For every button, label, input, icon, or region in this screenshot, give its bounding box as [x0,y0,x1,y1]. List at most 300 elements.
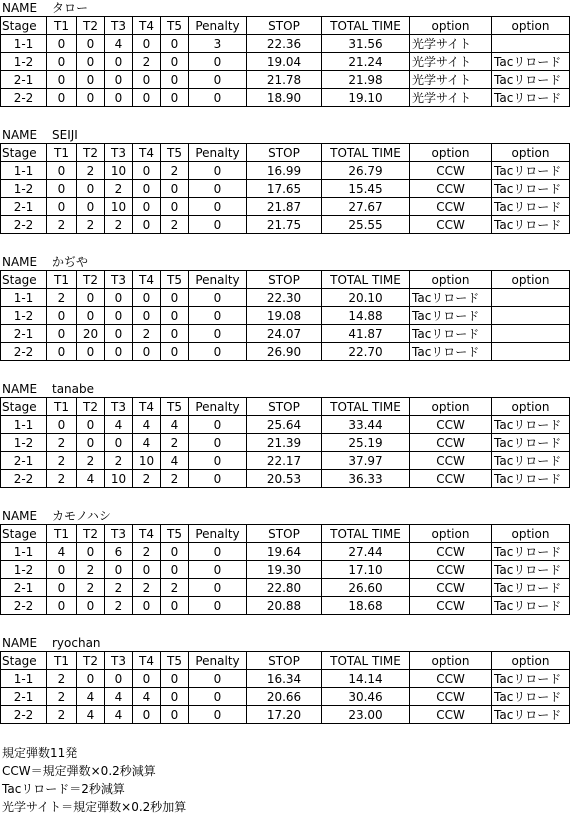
score-table [0,524,570,615]
table-cell [492,307,570,325]
table-cell: CCW [410,198,492,216]
table-cell: 25.64 [247,416,322,434]
table-cell: 2 [161,162,189,180]
table-cell: 0 [161,89,189,107]
table-cell: 19.64 [247,543,322,561]
table-cell: 0 [47,597,77,615]
header-cell: STOP [247,652,322,670]
table-cell: 4 [105,688,133,706]
table-cell: 14.14 [322,670,410,688]
table-row [1,289,570,307]
table-cell [492,343,570,361]
table-cell: 0 [133,198,161,216]
player-block [0,635,573,724]
table-cell: 22.30 [247,289,322,307]
table-cell: Tacリロード [492,216,570,234]
table-cell: 0 [77,597,105,615]
header-cell: Stage [1,271,47,289]
table-cell: 19.08 [247,307,322,325]
table-cell: 1-2 [1,434,47,452]
table-cell: 10 [133,452,161,470]
table-cell: 14.88 [322,307,410,325]
header-cell: T5 [161,17,189,35]
header-cell: T3 [105,144,133,162]
table-cell: CCW [410,670,492,688]
header-cell: T2 [77,271,105,289]
table-cell: 10 [105,162,133,180]
header-row [1,525,570,543]
header-cell: option [410,17,492,35]
table-cell: 21.87 [247,198,322,216]
table-cell: 0 [189,198,247,216]
table-row [1,343,570,361]
table-row [1,434,570,452]
table-cell: 1-2 [1,180,47,198]
table-cell: 0 [47,561,77,579]
table-cell: 0 [77,89,105,107]
table-cell: 光学サイト [410,35,492,53]
table-cell: 2-1 [1,579,47,597]
table-cell: Tacリロード [492,162,570,180]
table-cell: 0 [161,343,189,361]
table-cell: Tacリロード [492,180,570,198]
table-cell: 2 [47,706,77,724]
header-cell: Stage [1,144,47,162]
table-cell: CCW [410,180,492,198]
table-cell: 4 [77,470,105,488]
header-cell: option [492,17,570,35]
header-cell: option [492,144,570,162]
table-cell: 0 [77,416,105,434]
block-gap [0,107,573,127]
table-cell: 2-2 [1,216,47,234]
table-cell: 光学サイト [410,89,492,107]
table-cell: 0 [189,307,247,325]
table-cell: Tacリロード [492,579,570,597]
table-cell: 0 [133,216,161,234]
table-row [1,470,570,488]
table-cell: 36.33 [322,470,410,488]
table-cell: 0 [77,53,105,71]
table-cell: 0 [161,688,189,706]
header-cell: T1 [47,652,77,670]
table-cell: 2 [161,216,189,234]
header-cell: TOTAL TIME [322,525,410,543]
player-name-row [0,0,573,16]
table-row [1,688,570,706]
table-cell: 0 [189,289,247,307]
table-cell: 21.24 [322,53,410,71]
name-label: NAME [2,509,38,523]
name-label: NAME [2,255,38,269]
table-cell: 0 [161,307,189,325]
table-cell: 2 [133,579,161,597]
table-cell: 18.90 [247,89,322,107]
table-cell: 0 [47,180,77,198]
table-cell: 26.79 [322,162,410,180]
table-cell: 21.98 [322,71,410,89]
table-cell: 0 [47,89,77,107]
header-cell: T5 [161,398,189,416]
table-cell: 1-2 [1,561,47,579]
table-cell: 0 [133,35,161,53]
table-cell: 27.67 [322,198,410,216]
header-cell: option [410,271,492,289]
player-name-row [0,381,573,397]
header-cell: Stage [1,398,47,416]
table-cell: 2 [133,543,161,561]
table-cell: 0 [105,307,133,325]
table-cell: 4 [77,688,105,706]
table-cell: Tacリロード [492,53,570,71]
table-row [1,307,570,325]
table-cell: 0 [77,71,105,89]
table-row [1,71,570,89]
header-cell: STOP [247,271,322,289]
table-cell: Tacリロード [410,289,492,307]
table-row [1,597,570,615]
table-cell: CCW [410,434,492,452]
header-cell: option [410,652,492,670]
header-cell: T1 [47,17,77,35]
table-cell: 0 [189,597,247,615]
player-name-row [0,635,573,651]
table-cell: 2 [47,670,77,688]
table-cell: 19.30 [247,561,322,579]
table-cell: 0 [77,543,105,561]
header-cell: Stage [1,652,47,670]
player-name-row [0,508,573,524]
table-cell: Tacリロード [492,198,570,216]
table-cell: 17.20 [247,706,322,724]
header-cell: T2 [77,652,105,670]
header-cell: T3 [105,652,133,670]
table-cell: 0 [105,343,133,361]
table-cell: 16.34 [247,670,322,688]
table-cell: 0 [189,343,247,361]
header-cell: Stage [1,525,47,543]
table-row [1,89,570,107]
player-block [0,254,573,361]
table-cell: CCW [410,470,492,488]
table-cell: 2-1 [1,71,47,89]
header-cell: STOP [247,525,322,543]
table-cell: Tacリロード [492,561,570,579]
score-table [0,143,570,234]
table-cell: 22.80 [247,579,322,597]
table-cell: 10 [105,470,133,488]
header-cell: option [492,525,570,543]
table-cell: 2 [105,180,133,198]
header-cell: STOP [247,144,322,162]
block-gap [0,488,573,508]
table-cell: 0 [133,343,161,361]
table-cell: Tacリロード [492,89,570,107]
header-cell: T1 [47,271,77,289]
header-cell: T3 [105,271,133,289]
table-cell: 2-2 [1,470,47,488]
table-cell: Tacリロード [492,597,570,615]
table-cell: 26.90 [247,343,322,361]
player-name-row [0,254,573,270]
table-cell: 20.66 [247,688,322,706]
table-cell: 4 [47,543,77,561]
table-cell: 2 [105,579,133,597]
table-cell: 0 [161,289,189,307]
table-cell: 16.99 [247,162,322,180]
table-cell: 4 [105,706,133,724]
table-cell: 0 [161,706,189,724]
table-row [1,579,570,597]
table-cell: 20.10 [322,289,410,307]
table-cell: 41.87 [322,325,410,343]
table-cell: 4 [133,434,161,452]
table-cell: 22.70 [322,343,410,361]
table-cell: 0 [77,670,105,688]
table-cell: 2 [105,452,133,470]
table-cell: 2 [47,452,77,470]
table-cell: 1-2 [1,307,47,325]
table-cell: 22.17 [247,452,322,470]
header-row [1,652,570,670]
header-cell: T4 [133,271,161,289]
table-cell: 1-1 [1,670,47,688]
table-cell: 2 [77,216,105,234]
table-cell: 2-2 [1,597,47,615]
table-cell: 3 [189,35,247,53]
header-cell: TOTAL TIME [322,144,410,162]
table-cell: CCW [410,706,492,724]
header-cell: TOTAL TIME [322,398,410,416]
header-cell: T2 [77,398,105,416]
table-cell: 2 [105,216,133,234]
table-cell: CCW [410,216,492,234]
header-cell: T4 [133,398,161,416]
table-cell: 0 [105,325,133,343]
header-cell: T1 [47,144,77,162]
table-cell: CCW [410,561,492,579]
table-cell: 4 [161,452,189,470]
table-cell: 0 [161,180,189,198]
header-cell: T3 [105,17,133,35]
table-cell: 0 [133,180,161,198]
table-cell: 2 [47,470,77,488]
header-cell: Penalty [189,652,247,670]
table-cell: 2 [47,289,77,307]
table-cell: 0 [189,470,247,488]
table-cell: Tacリロード [410,325,492,343]
table-cell: 26.60 [322,579,410,597]
player-name: かぢや [52,255,89,269]
table-cell: 2-1 [1,688,47,706]
table-cell: 4 [77,706,105,724]
table-cell: Tacリロード [410,343,492,361]
header-cell: TOTAL TIME [322,17,410,35]
table-cell: 0 [189,452,247,470]
table-cell: 0 [105,89,133,107]
table-cell: 2 [133,470,161,488]
player-block [0,381,573,488]
table-row [1,670,570,688]
table-cell: 0 [47,162,77,180]
score-table [0,270,570,361]
table-cell: 0 [105,561,133,579]
note-line: CCW＝規定弾数×0.2秒減算 [2,764,156,778]
header-cell: Penalty [189,271,247,289]
table-cell: 33.44 [322,416,410,434]
score-table [0,16,570,107]
note-line: 光学サイト＝規定弾数×0.2秒加算 [2,800,187,814]
table-cell: 2-1 [1,198,47,216]
table-cell: 2 [47,216,77,234]
header-cell: TOTAL TIME [322,652,410,670]
header-cell: T1 [47,525,77,543]
table-cell: 31.56 [322,35,410,53]
table-row [1,416,570,434]
table-cell: 0 [189,416,247,434]
table-cell: 1-1 [1,543,47,561]
table-cell: 0 [133,561,161,579]
table-cell: 0 [77,434,105,452]
table-cell: 20.88 [247,597,322,615]
table-cell: 1-1 [1,162,47,180]
table-cell: 0 [161,35,189,53]
table-cell: 0 [77,198,105,216]
table-cell: 2 [133,53,161,71]
header-cell: T5 [161,271,189,289]
table-row [1,325,570,343]
header-cell: Penalty [189,525,247,543]
table-cell: 19.10 [322,89,410,107]
header-cell: T2 [77,144,105,162]
header-cell: T4 [133,17,161,35]
table-cell: 0 [189,579,247,597]
header-cell: STOP [247,398,322,416]
table-cell: 1-2 [1,53,47,71]
table-cell: CCW [410,597,492,615]
table-cell: CCW [410,162,492,180]
table-cell: Tacリロード [410,307,492,325]
table-cell: 25.55 [322,216,410,234]
table-row [1,198,570,216]
table-row [1,53,570,71]
table-cell: 6 [105,543,133,561]
table-cell: 0 [133,706,161,724]
table-cell: 0 [105,53,133,71]
player-name: カモノハシ [52,509,111,523]
table-cell: 0 [47,198,77,216]
table-cell: 1-1 [1,416,47,434]
table-cell: 0 [161,597,189,615]
header-cell: T5 [161,652,189,670]
table-cell: 光学サイト [410,53,492,71]
header-row [1,271,570,289]
block-gap [0,615,573,635]
header-cell: Penalty [189,398,247,416]
header-cell: option [492,398,570,416]
table-cell: 0 [133,597,161,615]
table-cell: 2 [77,579,105,597]
table-cell: 19.04 [247,53,322,71]
header-cell: Penalty [189,17,247,35]
player-name: タロー [52,1,89,15]
rules-notes [0,744,573,816]
table-cell: 0 [189,89,247,107]
table-cell: 2 [47,434,77,452]
table-cell: 0 [47,35,77,53]
table-cell: 0 [161,53,189,71]
table-row [1,543,570,561]
table-cell: Tacリロード [492,416,570,434]
header-cell: T4 [133,652,161,670]
table-cell: 4 [105,35,133,53]
header-cell: T1 [47,398,77,416]
table-cell: 23.00 [322,706,410,724]
table-cell: 0 [47,307,77,325]
header-cell: option [492,271,570,289]
table-cell: 2 [133,325,161,343]
table-cell: Tacリロード [492,452,570,470]
table-cell: 0 [47,71,77,89]
table-cell: 0 [47,53,77,71]
table-row [1,35,570,53]
table-cell: 0 [189,325,247,343]
table-cell: CCW [410,452,492,470]
table-cell: 0 [133,307,161,325]
table-cell: 2-2 [1,89,47,107]
table-cell: 0 [133,89,161,107]
table-cell: 25.19 [322,434,410,452]
table-cell: 20.53 [247,470,322,488]
name-label: NAME [2,128,38,142]
table-cell: CCW [410,579,492,597]
table-cell: 4 [133,688,161,706]
table-cell: 30.46 [322,688,410,706]
header-cell: T5 [161,144,189,162]
table-cell: 0 [77,307,105,325]
header-cell: T4 [133,525,161,543]
table-cell: Tacリロード [492,543,570,561]
table-cell: 4 [133,416,161,434]
block-gap [0,234,573,254]
header-cell: option [492,652,570,670]
table-cell: 0 [133,289,161,307]
table-cell [492,35,570,53]
player-name-row [0,127,573,143]
header-cell: option [410,144,492,162]
player-name: SEIJI [52,128,78,142]
table-cell: 0 [189,561,247,579]
table-cell: 0 [189,706,247,724]
name-label: NAME [2,1,38,15]
header-cell: TOTAL TIME [322,271,410,289]
table-cell: 0 [161,670,189,688]
table-cell [492,325,570,343]
table-cell: 22.36 [247,35,322,53]
table-cell: 0 [105,71,133,89]
table-cell: 21.75 [247,216,322,234]
table-cell: 2 [77,452,105,470]
header-cell: STOP [247,17,322,35]
table-cell: 0 [105,434,133,452]
table-cell: 2 [161,434,189,452]
table-cell: Tacリロード [492,470,570,488]
table-cell: 2-1 [1,325,47,343]
table-cell [492,289,570,307]
header-row [1,398,570,416]
table-row [1,162,570,180]
table-cell: 0 [133,670,161,688]
